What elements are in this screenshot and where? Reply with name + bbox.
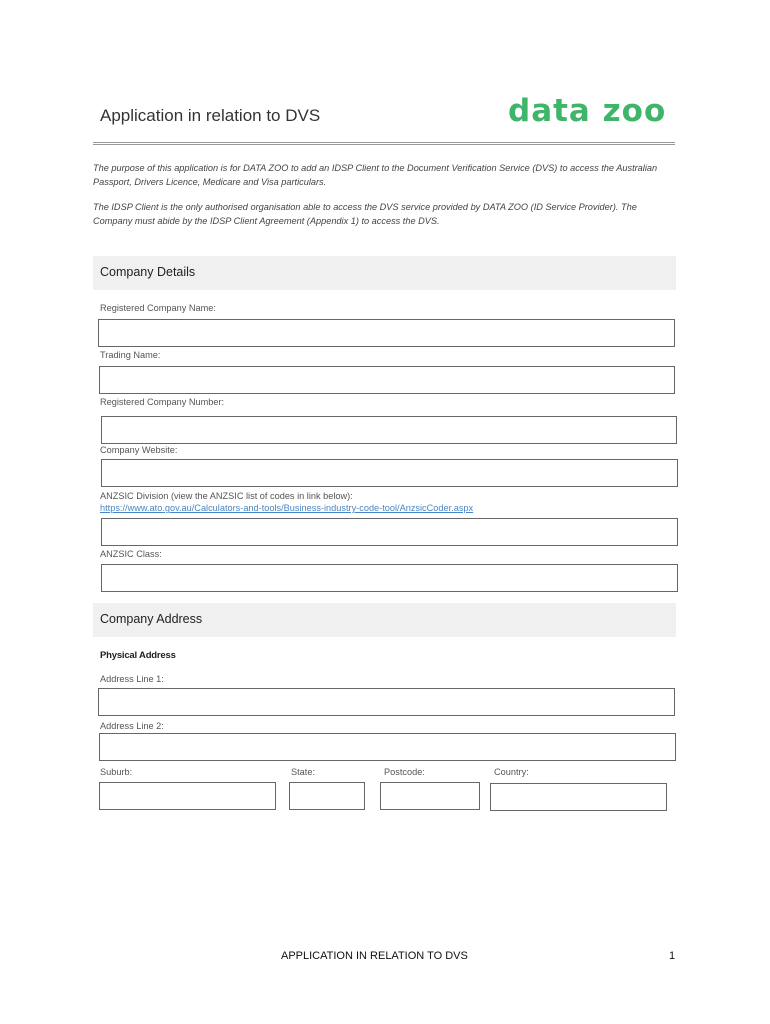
suburb-field[interactable]	[99, 782, 276, 810]
suburb-label: Suburb:	[100, 767, 133, 777]
trading-name-field[interactable]	[99, 366, 675, 394]
company-website-label: Company Website:	[100, 445, 178, 455]
postcode-label: Postcode:	[384, 767, 425, 777]
document-title: Application in relation to DVS	[100, 106, 321, 125]
address-line-2-label: Address Line 2:	[100, 721, 164, 731]
anzsic-class-field[interactable]	[101, 564, 678, 592]
header-divider	[93, 142, 675, 145]
anzsic-division-label: ANZSIC Division (view the ANZSIC list of codes in link below):	[100, 491, 353, 501]
state-label: State:	[291, 767, 316, 777]
registered-company-name-field[interactable]	[98, 319, 675, 347]
company-website-field[interactable]	[101, 459, 678, 487]
page-number: 1	[669, 950, 676, 962]
data-zoo-logo: data zoo	[508, 93, 667, 129]
anzsic-codes-link[interactable]: https://www.ato.gov.au/Calculators-and-tools/Business-industry-code-tool/AnzsicCoder.aspx	[100, 503, 474, 513]
intro-paragraph-idsp-client: The IDSP Client is the only authorised organisation able to access the DVS service provided by DATA ZOO (ID Service Provider). The Company must abide by the IDSP Client Agreement (Appendix 1) to access the DVS.	[93, 202, 637, 226]
footer-title: APPLICATION IN RELATION TO DVS	[281, 950, 468, 962]
state-field[interactable]	[289, 782, 365, 810]
address-line-2-field[interactable]	[99, 733, 676, 761]
registered-company-number-label: Registered Company Number:	[100, 397, 225, 407]
postcode-field[interactable]	[380, 782, 480, 810]
trading-name-label: Trading Name:	[100, 350, 161, 360]
country-field[interactable]	[490, 783, 667, 811]
company-address-heading: Company Address	[100, 612, 203, 626]
address-line-1-label: Address Line 1:	[100, 674, 164, 684]
anzsic-division-field[interactable]	[101, 518, 678, 546]
company-details-heading: Company Details	[100, 265, 196, 279]
address-line-1-field[interactable]	[98, 688, 675, 716]
intro-paragraph-purpose: The purpose of this application is for DATA ZOO to add an IDSP Client to the Document Verification Service (DVS) to access the Australian Passport, Drivers Licence, Medicare and Visa particulars.	[93, 163, 658, 187]
anzsic-class-label: ANZSIC Class:	[100, 549, 162, 559]
registered-company-number-field[interactable]	[101, 416, 677, 444]
country-label: Country:	[494, 767, 529, 777]
physical-address-heading: Physical Address	[100, 650, 176, 661]
registered-company-name-label: Registered Company Name:	[100, 303, 216, 313]
